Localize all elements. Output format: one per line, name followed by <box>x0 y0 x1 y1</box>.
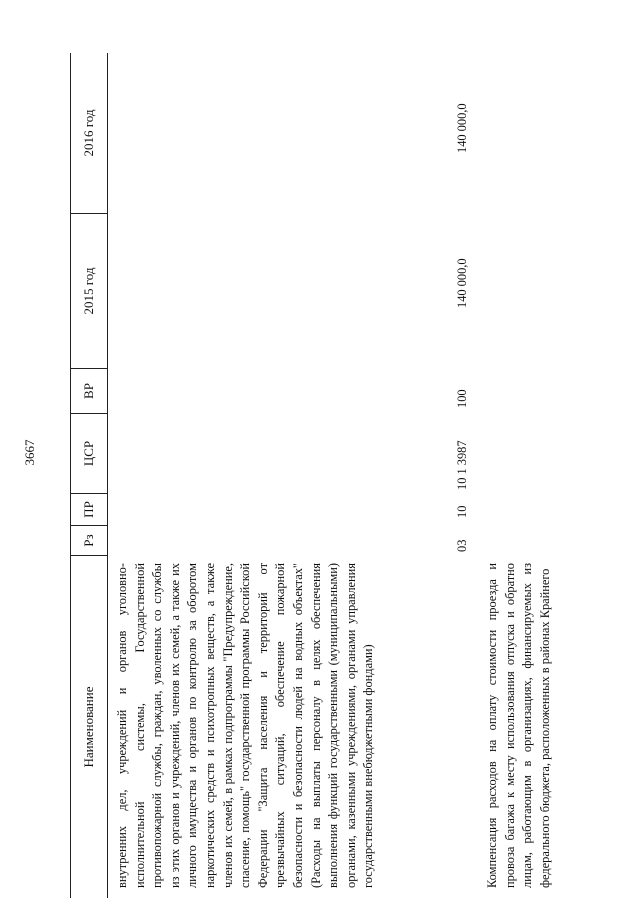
header-2015: 2015 год <box>71 214 107 369</box>
header-pr: ПР <box>71 494 107 526</box>
header-csr: ЦСР <box>71 414 107 494</box>
row-2015: 140 000,0 <box>455 258 469 308</box>
header-rz: Рз <box>71 526 107 556</box>
row-vr: 100 <box>455 389 469 408</box>
header-vr: ВР <box>71 369 107 414</box>
header-name: Наименование <box>81 686 96 768</box>
header-2016: 2016 год <box>71 53 107 214</box>
row-name: Компенсация расходов на оплату стоимости проезда и провоза багажа к месту использования отпуска и обратно лицам, работающим в организациях, финансируемых из федерального бюджета, расположенных в районах Крайнего <box>485 563 552 888</box>
row-pr: 10 <box>455 505 469 518</box>
row-name: внутренних дел, учреждений и органов уголовно-исполнительной системы, Государственной противопожарной службы, граждан, уволенных со службы из этих органов и учреждений, членов их семей, а также их личного имущества и органов по контролю за оборотом наркотических средств и психотропных веществ, а также членов их семей, в рамках подпрограммы "Предупреждение, спасение, помощь" государственной программы Российской Федерации "Защита населения и территорий от чрезвычайных ситуаций, обеспечение пожарной безопасности и безопасности людей на водных объектах" (Расходы на выплаты персоналу в целях обеспечения выполнения функций государственными (муниципальными) органами, казенными учреждениями, органами управления государственными внебюджетными фондами) <box>115 563 376 888</box>
budget-table <box>70 53 590 898</box>
table-header-row <box>70 53 108 898</box>
page-number: 3667 <box>22 439 37 466</box>
row-2016: 140 000,0 <box>455 103 469 153</box>
row-rz: 03 <box>455 539 469 552</box>
row-csr: 10 1 3987 <box>455 440 469 490</box>
table-row <box>114 53 476 898</box>
table-row <box>484 53 590 898</box>
